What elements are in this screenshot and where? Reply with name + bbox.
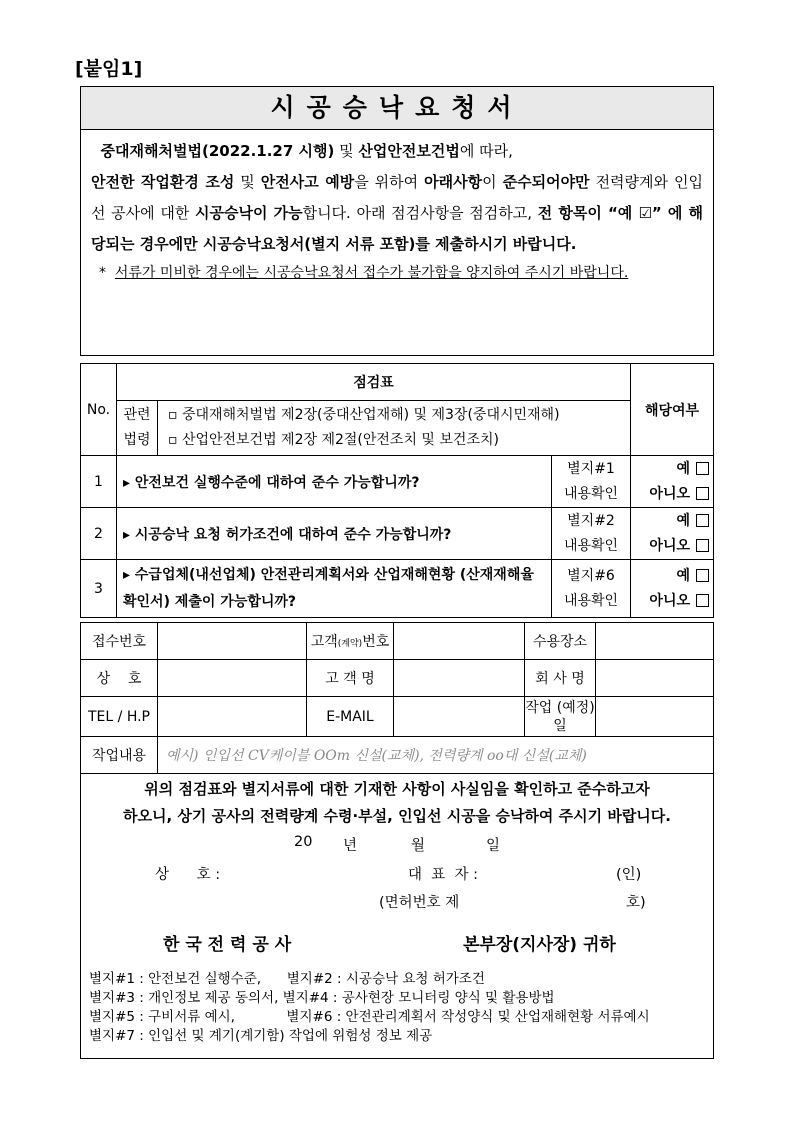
intro-text-plain: 및: [334, 142, 359, 160]
attachment-list-item: 별지#7 : 인입선 및 계기(계기함) 작업에 위험성 정보 제공: [89, 1028, 433, 1044]
receipt-no-field[interactable]: [158, 623, 307, 660]
pledge-line: 하오니, 상기 공사의 전력량계 수령·부설, 인입선 시공을 승낙하여 주시기 바랍니다.: [123, 807, 671, 825]
related-laws-cell: [117, 401, 631, 456]
representative-label: 대 표 자 :: [408, 867, 478, 883]
checklist-title: 점검표: [117, 364, 631, 401]
pledge-text: [81, 774, 713, 830]
attachment-list-item: 별지#1 : 안전보건 실행수준, 별지#2 : 시공승낙 요청 허가조건: [89, 971, 485, 987]
row-reference: [552, 560, 631, 618]
date-year-unit: 년: [343, 838, 358, 854]
intro-text-plain: 전력량계와 인입선 공사에 대한: [91, 173, 703, 222]
pledge-line: 위의 점검표와 별지서류에 대한 기재한 사항이 사실임을 확인하고 준수하고자: [144, 780, 650, 798]
row-question: ▸ 안전보건 실행수준에 대하여 준수 가능합니까?: [117, 456, 552, 508]
work-date-field[interactable]: [596, 697, 714, 737]
no-label: 아니오: [649, 485, 690, 502]
no-option[interactable]: [631, 589, 709, 614]
checklist-row: [81, 560, 714, 618]
date-month-unit: 월: [411, 838, 426, 854]
date-year: 20: [294, 834, 313, 850]
company-name-label: 회 사 명: [525, 660, 596, 697]
intro-text-plain: 및: [234, 173, 261, 191]
kepco-name: 한 국 전 력 공 사: [163, 935, 292, 955]
note-mark: *: [99, 265, 106, 281]
attachment-list-item: 별지#3 : 개인정보 제공 동의서, 별지#4 : 공사현장 모니터링 양식 및 활용방법: [89, 990, 555, 1006]
no-checkbox[interactable]: [696, 539, 709, 552]
intro-text-plain: 이: [482, 173, 503, 191]
yes-checkbox[interactable]: [696, 462, 709, 475]
use-place-label: 수용장소: [525, 623, 596, 660]
tel-field[interactable]: [158, 697, 307, 737]
company-name-field[interactable]: [596, 660, 714, 697]
request-header-box: [80, 86, 714, 356]
intro-text-plain: 을 위하여: [354, 173, 425, 191]
row-question: ▸ 수급업체(내선업체) 안전관리계획서와 산업재해현황 (산재재해율 확인서) 제출이 가능합니까?: [117, 560, 552, 618]
customer-no-small: (계약): [337, 639, 363, 649]
checklist-table: [80, 363, 714, 618]
no-header: No.: [81, 364, 117, 456]
yes-option[interactable]: [631, 509, 709, 534]
row-number: 2: [81, 508, 117, 560]
no-label: 아니오: [649, 537, 690, 554]
applicable-header: 해당여부: [631, 364, 714, 456]
customer-name-label: 고 객 명: [307, 660, 394, 697]
yes-checkbox[interactable]: [696, 514, 709, 527]
ref-attachment: 별지#1: [567, 460, 615, 477]
ref-check: 내용확인: [563, 485, 619, 502]
company-sign-label: 상 호 :: [155, 867, 221, 883]
customer-no-field[interactable]: [394, 623, 525, 660]
work-date-label: 작업 (예정)일: [525, 697, 596, 737]
attachment-label: [붙임1]: [75, 58, 143, 80]
attachment-list: [89, 970, 650, 1046]
license-label: (면허번호 제: [379, 895, 460, 911]
yes-label: 예: [676, 567, 690, 584]
intro-text-bold: 아래사항: [424, 173, 483, 191]
customer-no-label: [307, 623, 394, 660]
yes-option[interactable]: [631, 457, 709, 482]
email-label: E-MAIL: [307, 697, 394, 737]
intro-text-bold: 중대재해처벌법(2022.1.27 시행): [100, 142, 335, 160]
law-item: ▫ 산업안전보건법 제2장 제2절(안전조치 및 보건조치): [168, 432, 499, 448]
page-title: 시공승낙요청서: [81, 87, 713, 130]
checklist-row: [81, 508, 714, 560]
applicant-info-table: [80, 622, 714, 774]
intro-text-bold: 준수되어야만: [502, 173, 590, 191]
yes-option[interactable]: [631, 564, 709, 589]
row-question: ▸ 시공승낙 요청 허가조건에 대하여 준수 가능합니까?: [117, 508, 552, 560]
seal-mark: (인): [616, 867, 642, 883]
yes-checkbox[interactable]: [696, 569, 709, 582]
attachment-list-item: 별지#5 : 구비서류 예시, 별지#6 : 안전관리계획서 작성양식 및 산업재해현황 서류예시: [89, 1009, 650, 1025]
ref-attachment: 별지#6: [567, 567, 615, 584]
receipt-no-label: 접수번호: [81, 623, 158, 660]
use-place-field[interactable]: [596, 623, 714, 660]
no-option[interactable]: [631, 534, 709, 559]
no-option[interactable]: [631, 482, 709, 507]
law-item: ▫ 중대재해처벌법 제2장(중대산업재해) 및 제3장(중대시민재해): [168, 407, 560, 423]
customer-no-text: 고객: [310, 634, 338, 650]
submission-note: [81, 260, 713, 286]
intro-text-bold: 전 항목이 “예 ☑” 에 해당되는 경우에만 시공승낙요청서(별지 서류 포함)를 제출하시기 바랍니다.: [91, 204, 703, 253]
yes-label: 예: [676, 512, 690, 529]
work-content-label: 작업내용: [81, 737, 158, 774]
no-checkbox[interactable]: [696, 487, 709, 500]
no-label: 아니오: [649, 592, 690, 609]
row-number: 1: [81, 456, 117, 508]
pledge-box: [80, 774, 714, 1059]
company-label: 상 호: [81, 660, 158, 697]
yes-label: 예: [676, 460, 690, 477]
date-day-unit: 일: [486, 838, 501, 854]
intro-text-plain: 에 따라,: [459, 142, 513, 160]
recipient-title: 본부장(지사장) 귀하: [463, 935, 616, 955]
tel-label: TEL / H.P: [81, 697, 158, 737]
ref-check: 내용확인: [563, 592, 619, 609]
customer-name-field[interactable]: [394, 660, 525, 697]
related-laws-label: 관련 법령: [117, 401, 158, 455]
no-checkbox[interactable]: [696, 594, 709, 607]
intro-text-bold: 안전사고 예방: [260, 173, 355, 191]
ref-attachment: 별지#2: [567, 512, 615, 529]
work-content-field[interactable]: 예시) 인입선 CV케이블 OOm 신설(교체), 전력량계 oo대 신설(교체): [158, 737, 714, 774]
checklist-row: [81, 456, 714, 508]
intro-text: [81, 130, 713, 260]
intro-text-bold: 산업안전보건법: [358, 142, 460, 160]
customer-no-text: 번호: [362, 634, 390, 650]
company-field[interactable]: [158, 660, 307, 697]
email-field[interactable]: [394, 697, 525, 737]
intro-text-bold: 안전한 작업환경 조성: [91, 173, 235, 191]
row-number: 3: [81, 560, 117, 618]
row-reference: [552, 508, 631, 560]
intro-text-bold: 시공승낙이 가능: [195, 204, 303, 222]
row-reference: [552, 456, 631, 508]
ref-check: 내용확인: [563, 537, 619, 554]
license-end: 호): [626, 895, 646, 911]
note-text: 서류가 미비한 경우에는 시공승낙요청서 접수가 불가함을 양지하여 주시기 바랍니다.: [114, 265, 629, 281]
intro-text-plain: 합니다. 아래 점검사항을 점검하고,: [302, 204, 538, 222]
